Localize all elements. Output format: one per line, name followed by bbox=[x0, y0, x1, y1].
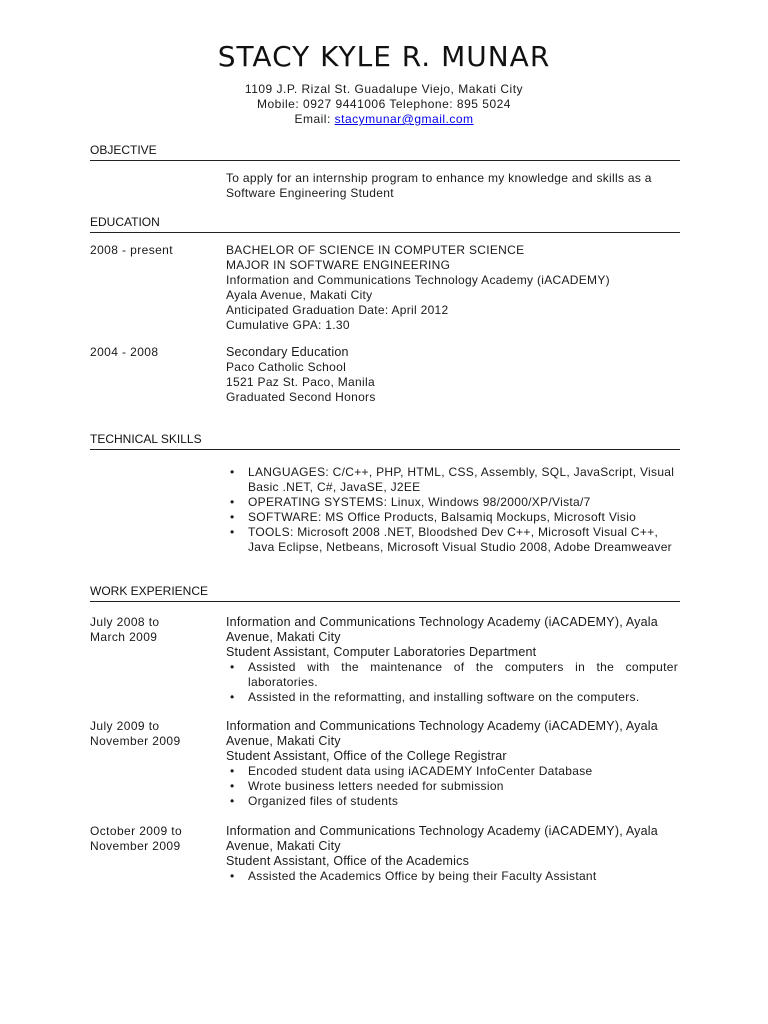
applicant-name: STACY KYLE R. MUNAR bbox=[217, 40, 551, 73]
skills-heading: TECHNICAL SKILLS bbox=[90, 432, 202, 446]
objective-divider bbox=[90, 160, 680, 161]
email-label: Email: bbox=[294, 112, 335, 126]
skill-item-tools: • TOOLS: Microsoft 2008 .NET, Bloodshed Dev C++, Microsoft Visual C++, Java Eclipse, Netbeans, Microsoft Visual Studio 2008, Adobe Dreamweaver bbox=[226, 525, 682, 555]
objective-line: Software Engineering Student bbox=[226, 186, 394, 200]
job-duty: • Encoded student data using iACADEMY InfoCenter Database bbox=[226, 764, 678, 779]
job-date-end: November 2009 bbox=[90, 839, 181, 853]
job-entry bbox=[226, 824, 678, 884]
email-line bbox=[0, 112, 768, 127]
job-organization: Information and Communications Technology Academy (iACADEMY), Ayala bbox=[226, 824, 658, 838]
education-date: 2008 - present bbox=[90, 243, 173, 257]
job-duty: • Assisted the Academics Office by being their Faculty Assistant bbox=[226, 869, 678, 884]
objective-line: To apply for an internship program to enhance my knowledge and skills as a bbox=[226, 171, 652, 185]
job-duty: • Wrote business letters needed for submission bbox=[226, 779, 678, 794]
job-organization-address: Avenue, Makati City bbox=[226, 839, 341, 853]
job-date-start: July 2009 to bbox=[90, 719, 160, 733]
graduation-date: Anticipated Graduation Date: April 2012 bbox=[226, 303, 449, 317]
job-organization-address: Avenue, Makati City bbox=[226, 630, 341, 644]
job-entry bbox=[226, 615, 678, 705]
job-organization: Information and Communications Technology Academy (iACADEMY), Ayala bbox=[226, 719, 658, 733]
job-dates bbox=[90, 719, 181, 749]
objective-heading: OBJECTIVE bbox=[90, 143, 157, 157]
skill-item-software: • SOFTWARE: MS Office Products, Balsamiq Mockups, Microsoft Visio bbox=[226, 510, 682, 525]
job-role: Student Assistant, Office of the College Registrar bbox=[226, 749, 507, 763]
degree: BACHELOR OF SCIENCE IN COMPUTER SCIENCE bbox=[226, 243, 525, 257]
school-address: 1521 Paz St. Paco, Manila bbox=[226, 375, 375, 389]
work-divider bbox=[90, 601, 680, 602]
education-level: Secondary Education bbox=[226, 345, 349, 359]
work-heading: WORK EXPERIENCE bbox=[90, 584, 209, 598]
job-organization: Information and Communications Technology Academy (iACADEMY), Ayala bbox=[226, 615, 658, 629]
job-duties bbox=[226, 660, 678, 705]
job-role: Student Assistant, Office of the Academics bbox=[226, 854, 470, 868]
skills-list bbox=[226, 465, 682, 555]
school-name: Paco Catholic School bbox=[226, 360, 347, 374]
school-name: Information and Communications Technology Academy (iACADEMY) bbox=[226, 273, 610, 287]
objective-text bbox=[226, 171, 678, 201]
job-date-end: November 2009 bbox=[90, 734, 181, 748]
education-divider bbox=[90, 232, 680, 233]
education-entry bbox=[226, 345, 678, 405]
job-date-start: July 2008 to bbox=[90, 615, 160, 629]
job-date-end: March 2009 bbox=[90, 630, 158, 644]
job-role: Student Assistant, Computer Laboratories Department bbox=[226, 645, 537, 659]
school-address: Ayala Avenue, Makati City bbox=[226, 288, 373, 302]
education-entry bbox=[226, 243, 678, 333]
email-link[interactable]: stacymunar@gmail.com bbox=[334, 112, 474, 126]
job-duty: • Organized files of students bbox=[226, 794, 678, 809]
skills-list-wrapper bbox=[226, 465, 682, 555]
job-organization-address: Avenue, Makati City bbox=[226, 734, 341, 748]
job-duties bbox=[226, 764, 678, 809]
skill-item-os: • OPERATING SYSTEMS: Linux, Windows 98/2000/XP/Vista/7 bbox=[226, 495, 682, 510]
skills-divider bbox=[90, 449, 680, 450]
job-date-start: October 2009 to bbox=[90, 824, 183, 838]
job-duty: • Assisted in the reformatting, and installing software on the computers. bbox=[226, 690, 678, 705]
address: 1109 J.P. Rizal St. Guadalupe Viejo, Makati City bbox=[244, 82, 524, 96]
education-heading: EDUCATION bbox=[90, 215, 160, 229]
job-duty: • Assisted with the maintenance of the computers in the computer laboratories. bbox=[226, 660, 678, 690]
job-dates bbox=[90, 824, 182, 854]
job-entry bbox=[226, 719, 678, 809]
major: MAJOR IN SOFTWARE ENGINEERING bbox=[226, 258, 451, 272]
education-date: 2004 - 2008 bbox=[90, 345, 159, 359]
honors: Graduated Second Honors bbox=[226, 390, 376, 404]
job-dates bbox=[90, 615, 160, 645]
gpa: Cumulative GPA: 1.30 bbox=[226, 318, 350, 332]
skill-item-languages: • LANGUAGES: C/C++, PHP, HTML, CSS, Assembly, SQL, JavaScript, Visual Basic .NET, C#, JavaSE, J2EE bbox=[226, 465, 682, 495]
phone-numbers: Mobile: 0927 9441006 Telephone: 895 5024 bbox=[257, 97, 511, 111]
job-duties bbox=[226, 869, 678, 884]
